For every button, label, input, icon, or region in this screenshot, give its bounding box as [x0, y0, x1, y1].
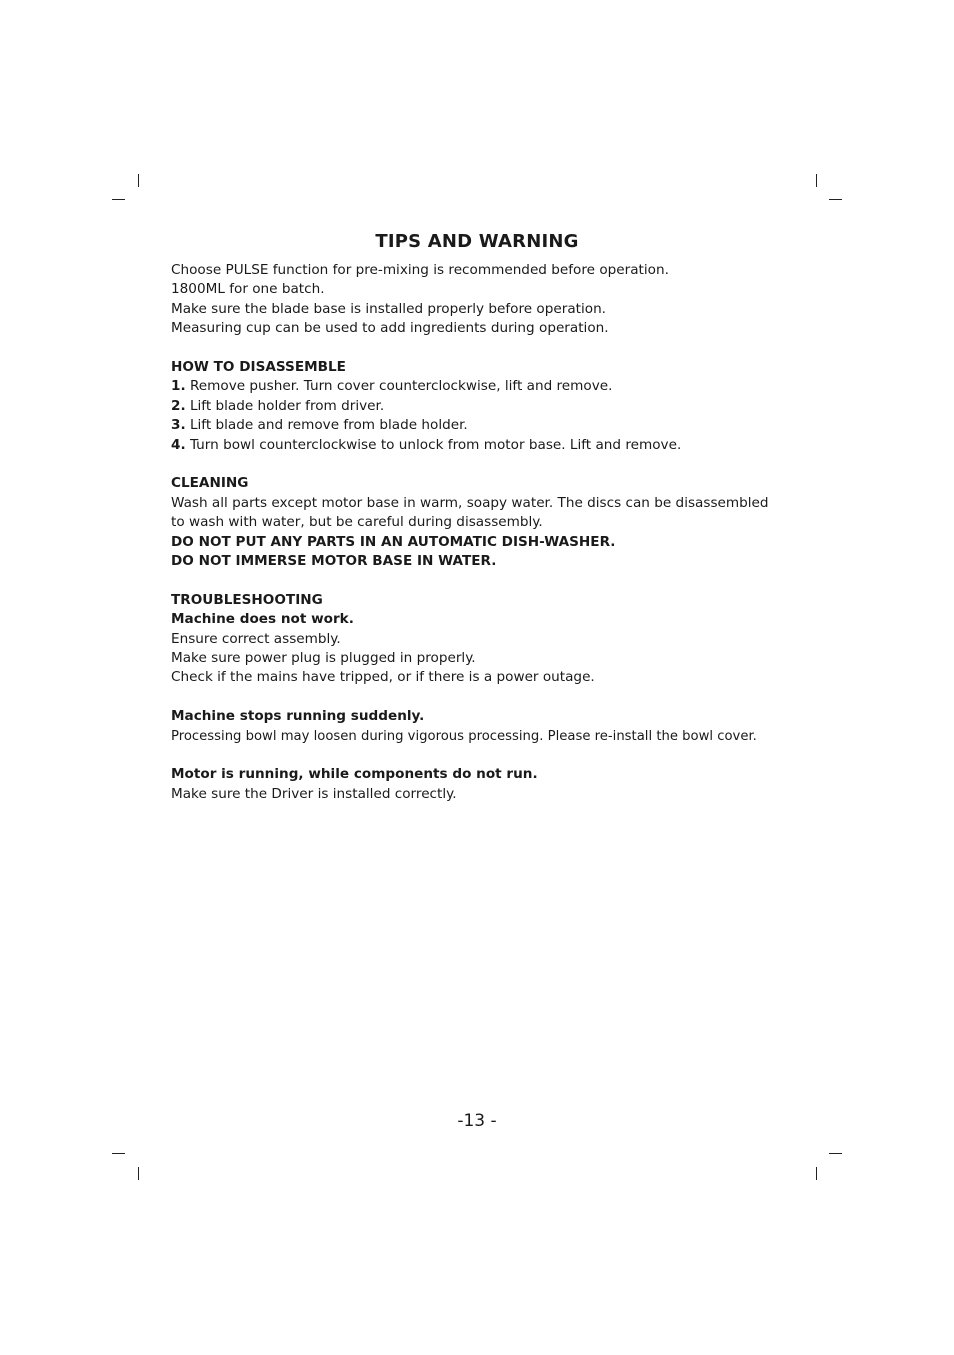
crop-mark-top-right-horizontal — [829, 199, 842, 200]
crop-mark-bottom-right-horizontal — [829, 1153, 842, 1154]
page-content — [171, 261, 791, 804]
crop-mark-top-left-horizontal — [112, 199, 125, 200]
step-text: Turn bowl counterclockwise to unlock from motor base. Lift and remove. — [185, 436, 682, 453]
intro-line: Measuring cup can be used to add ingredients during operation. — [171, 320, 609, 337]
crop-mark-bottom-left-vertical — [138, 1167, 139, 1180]
step-number: 2. — [171, 397, 186, 414]
issue-problem: Motor is running, while components do not run. — [171, 766, 538, 783]
crop-mark-top-right-vertical — [816, 174, 817, 187]
intro-line: Make sure the blade base is installed properly before operation. — [171, 300, 607, 317]
page-title: TIPS AND WARNING — [375, 231, 579, 252]
issue-solution: Make sure the Driver is installed correctly. — [171, 785, 457, 802]
issue-solution: Ensure correct assembly. — [171, 630, 341, 647]
cleaning-warning: DO NOT IMMERSE MOTOR BASE IN WATER. — [171, 553, 497, 570]
crop-mark-bottom-left-horizontal — [112, 1153, 125, 1154]
disassemble-step — [171, 377, 791, 396]
cleaning-text: Wash all parts except motor base in warm, soapy water. The discs can be disassembled — [171, 494, 769, 511]
disassemble-step — [171, 416, 791, 435]
issue-solution: Check if the mains have tripped, or if there is a power outage. — [171, 669, 595, 686]
step-number: 1. — [171, 378, 186, 395]
troubleshooting-heading: TROUBLESHOOTING — [171, 591, 323, 608]
step-text: Lift blade holder from driver. — [185, 397, 385, 414]
spacer — [171, 746, 791, 765]
intro-line: 1800ML for one batch. — [171, 281, 325, 298]
spacer — [171, 688, 791, 707]
page-number: -13 - — [457, 1111, 497, 1131]
disassemble-heading: HOW TO DISASSEMBLE — [171, 359, 346, 376]
issue-problem: Machine stops running suddenly. — [171, 708, 425, 725]
step-text: Lift blade and remove from blade holder. — [185, 417, 468, 434]
cleaning-text: to wash with water, but be careful during disassembly. — [171, 514, 543, 531]
spacer — [171, 455, 791, 474]
issue-solution: Make sure power plug is plugged in properly. — [171, 650, 476, 667]
issue-problem: Machine does not work. — [171, 611, 354, 628]
crop-mark-bottom-right-vertical — [816, 1167, 817, 1180]
issue-solution: Processing bowl may loosen during vigorous processing. Please re-install the bowl cover. — [171, 728, 757, 744]
spacer — [171, 339, 791, 358]
spacer — [171, 571, 791, 590]
cleaning-warning: DO NOT PUT ANY PARTS IN AN AUTOMATIC DISH-WASHER. — [171, 533, 616, 550]
disassemble-step — [171, 397, 791, 416]
step-number: 3. — [171, 417, 186, 434]
disassemble-step — [171, 436, 791, 455]
crop-mark-top-left-vertical — [138, 174, 139, 187]
step-text: Remove pusher. Turn cover counterclockwise, lift and remove. — [185, 378, 613, 395]
cleaning-heading: CLEANING — [171, 475, 249, 492]
intro-line: Choose PULSE function for pre-mixing is recommended before operation. — [171, 262, 669, 278]
step-number: 4. — [171, 436, 186, 453]
